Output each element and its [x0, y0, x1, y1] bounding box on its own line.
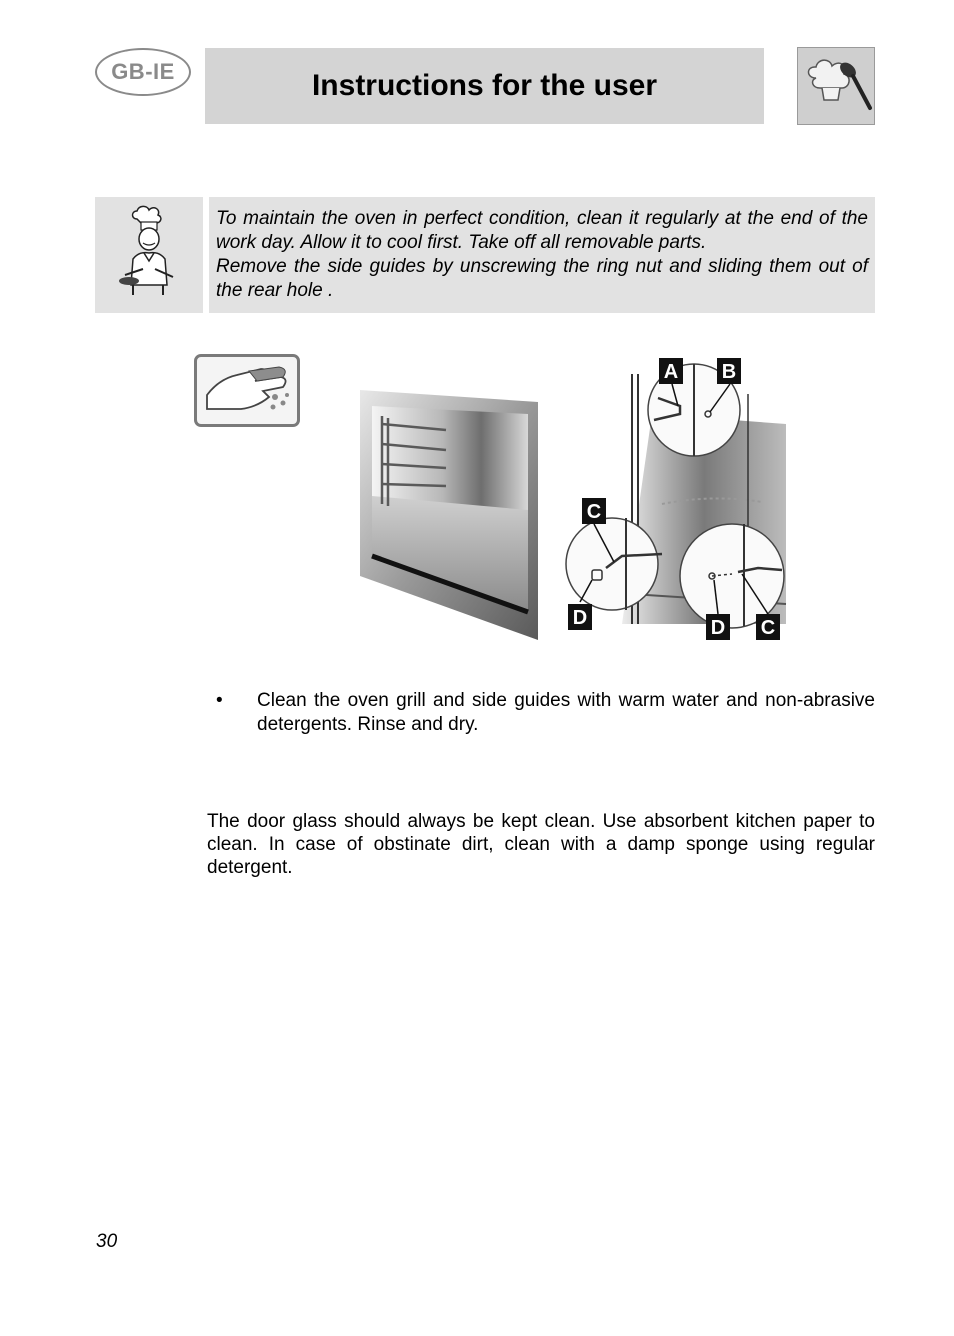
note-paragraph-2: Remove the side guides by unscrewing the ring nut and sliding them out of the rear hole .: [216, 256, 868, 301]
note-paragraph-1: To maintain the oven in perfect condition, clean it regularly at the end of the work day. Allow it to cool first. Take off all removable parts.: [216, 208, 868, 253]
note-icon-panel: [95, 197, 203, 313]
svg-text:C: C: [586, 501, 602, 523]
label-c-right: [756, 614, 780, 640]
oven-cavity-illustration: [358, 388, 540, 642]
page-title: Instructions for the user: [205, 48, 764, 124]
label-a: [659, 358, 683, 384]
svg-text:A: A: [663, 361, 679, 383]
svg-text:D: D: [572, 607, 588, 629]
side-guide-removal-diagram: [562, 354, 788, 644]
bullet-marker: •: [216, 690, 223, 711]
chef-icon: [95, 197, 203, 313]
svg-text:B: B: [721, 361, 737, 383]
label-d-right: [706, 614, 730, 640]
hand-cleaning-icon: [194, 354, 300, 427]
label-b: [717, 358, 741, 384]
label-c-left: [582, 498, 606, 524]
door-glass-paragraph: The door glass should always be kept clean. Use absorbent kitchen paper to clean. In case of obstinate dirt, clean with a damp sponge using regular detergent.: [207, 811, 875, 878]
label-d-left: [568, 604, 592, 630]
bullet-text: Clean the oven grill and side guides with warm water and non-abrasive detergents. Rinse and dry.: [257, 690, 875, 735]
chef-spoon-icon: [797, 47, 875, 125]
region-badge: GB-IE: [95, 48, 191, 96]
svg-text:D: D: [710, 617, 726, 639]
note-text: [216, 207, 868, 303]
page-number: 30: [96, 1231, 118, 1252]
svg-text:C: C: [760, 617, 776, 639]
